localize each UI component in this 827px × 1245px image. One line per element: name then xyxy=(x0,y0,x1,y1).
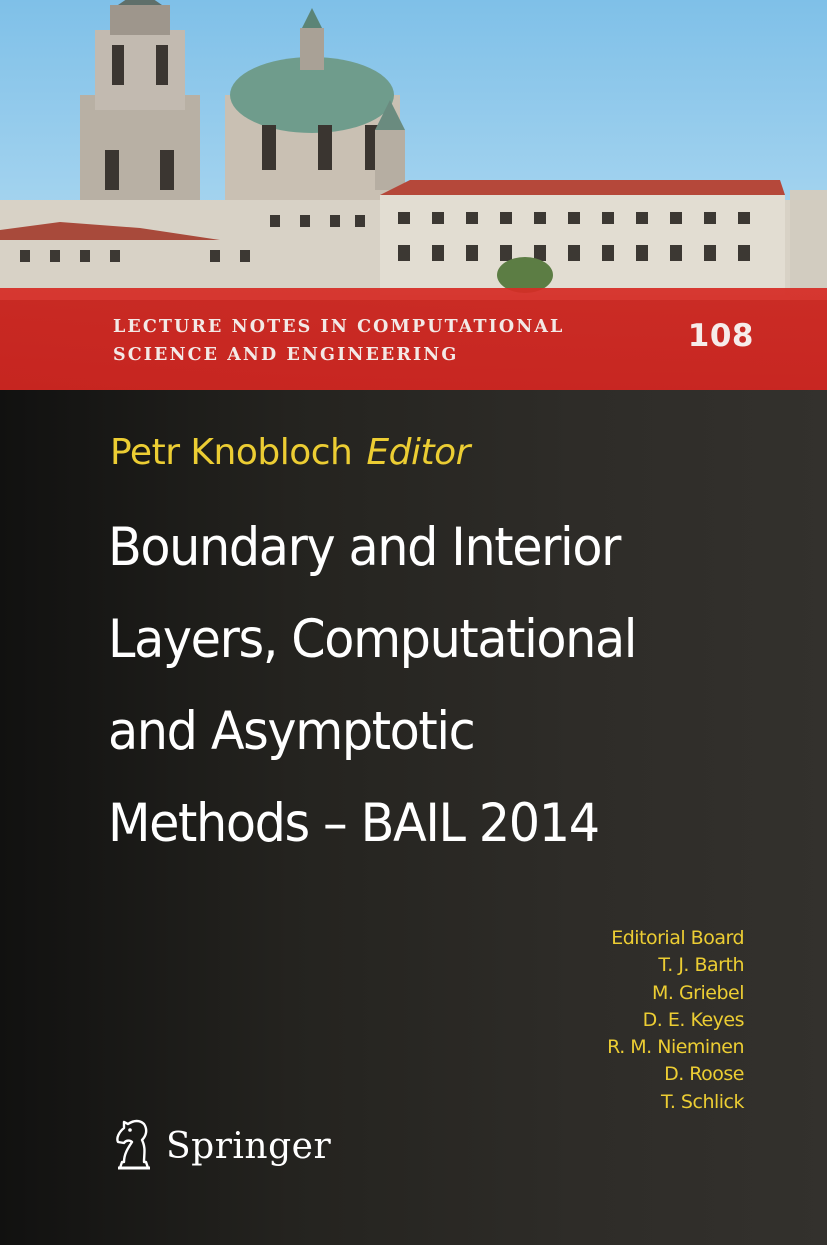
editorial-board-member: R. M. Nieminen xyxy=(607,1036,744,1059)
editorial-board-member: D. E. Keyes xyxy=(642,1008,744,1031)
publisher-logo xyxy=(110,1116,331,1176)
editor-line xyxy=(110,432,470,473)
book-title xyxy=(108,502,759,870)
series-title-line-2: SCIENCE AND ENGINEERING xyxy=(113,345,459,365)
editorial-board-member: T. Schlick xyxy=(661,1090,744,1113)
editorial-board-member: D. Roose xyxy=(664,1063,744,1086)
publisher-name: Springer xyxy=(166,1125,332,1167)
series-title-line-1: LECTURE NOTES IN COMPUTATIONAL xyxy=(113,317,565,337)
editor-role: Editor xyxy=(366,432,470,473)
book-title-line: Boundary and Interior xyxy=(108,517,620,578)
book-title-line: Layers, Computational xyxy=(108,609,637,670)
springer-knight-icon xyxy=(110,1116,158,1176)
editorial-board xyxy=(607,925,744,1116)
series-title xyxy=(113,313,564,369)
book-title-line: and Asymptotic xyxy=(108,701,475,762)
editor-name: Petr Knobloch xyxy=(110,432,353,473)
volume-number: 108 xyxy=(687,318,754,354)
editorial-board-member: T. J. Barth xyxy=(658,954,744,977)
editorial-board-member: M. Griebel xyxy=(651,981,744,1004)
book-title-line: Methods – BAIL 2014 xyxy=(108,793,599,854)
editorial-board-heading: Editorial Board xyxy=(611,927,744,949)
cover-photo-prague-skyline xyxy=(0,0,827,300)
